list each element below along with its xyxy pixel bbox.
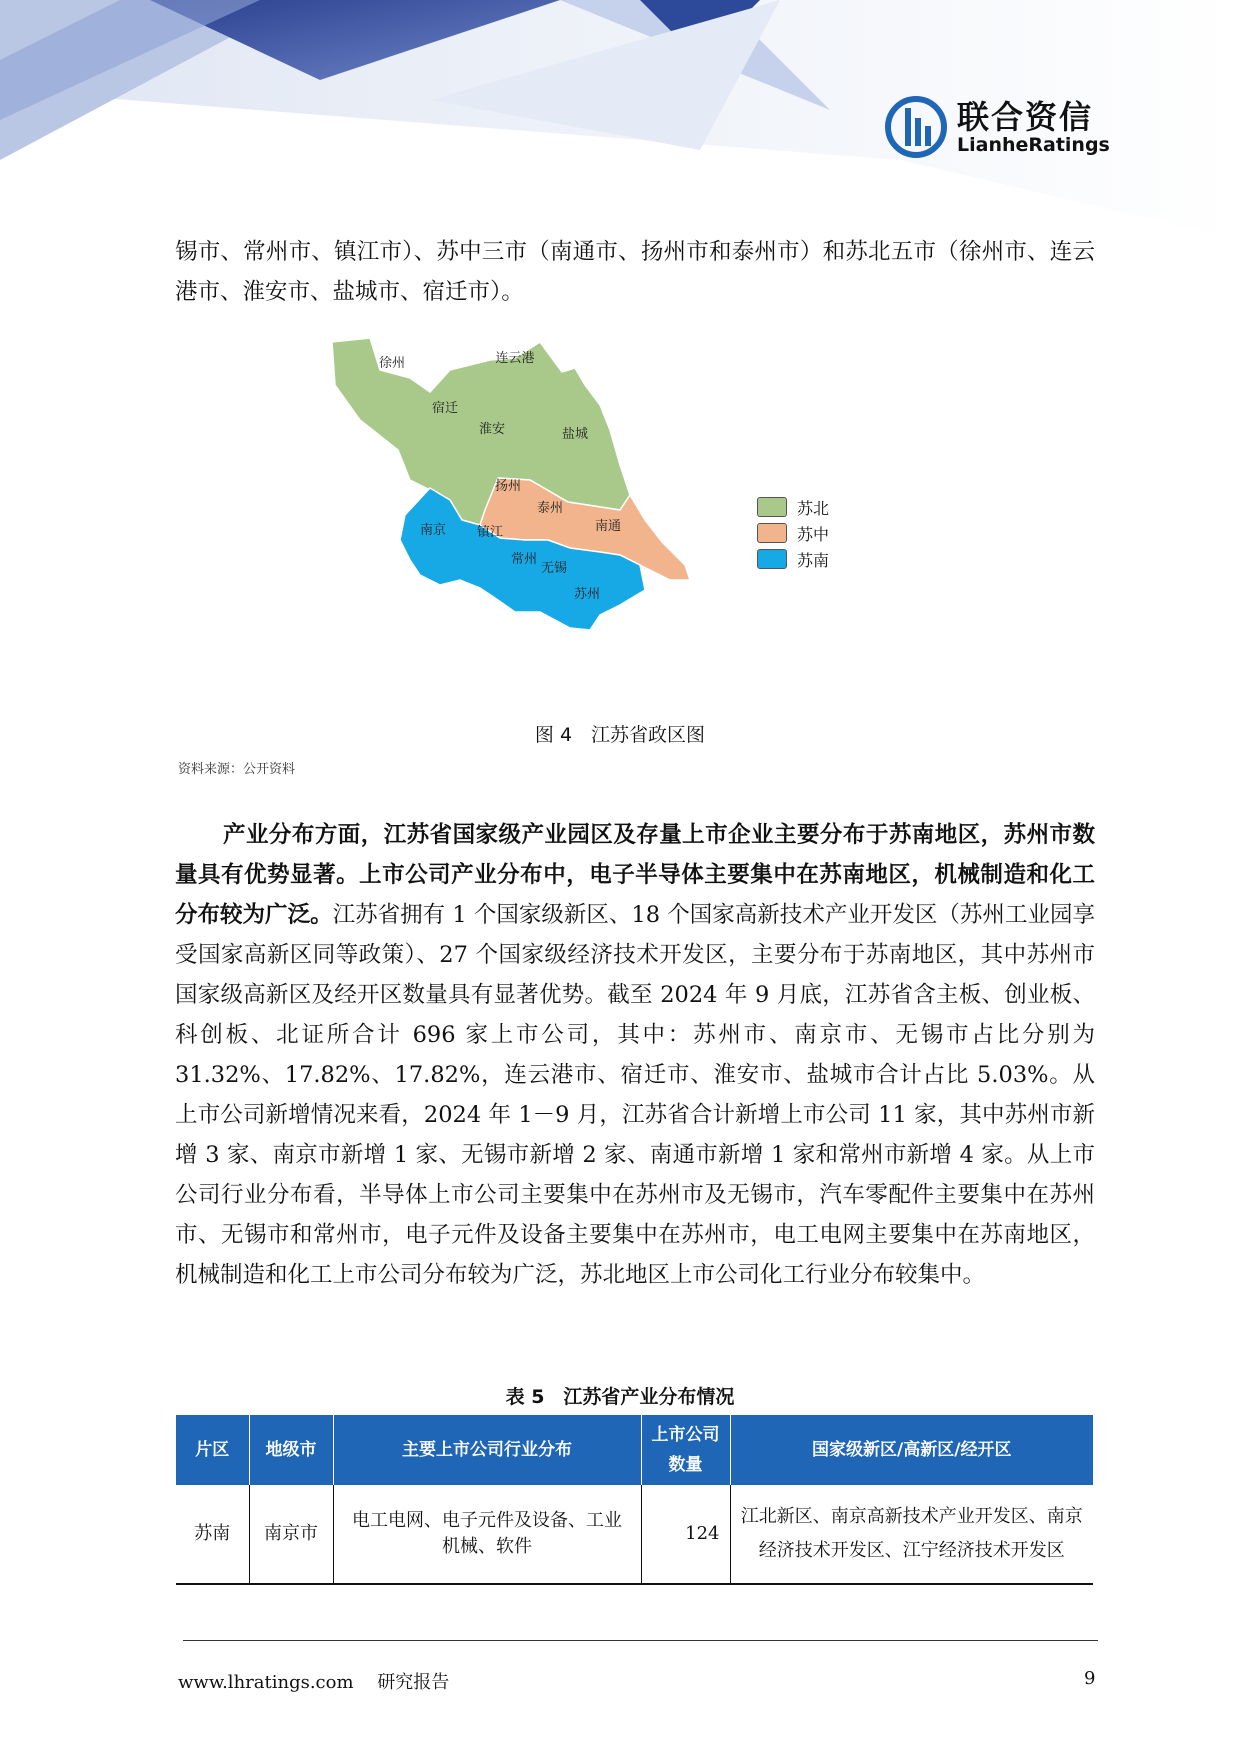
map-label-nantong: 南通: [594, 519, 622, 534]
map-label-lianyungang: 连云港: [495, 351, 535, 366]
footer-report-label: 研究报告: [377, 1672, 450, 1693]
footer: [178, 1668, 449, 1694]
figure-caption: 图 4 江苏省政区图: [534, 724, 706, 746]
th-city: 地级市: [249, 1415, 333, 1485]
table-header-row: [176, 1415, 1093, 1485]
industry-paragraph-bold: 产业分布方面，江苏省国家级产业园区及存量上市企业主要分布于苏南地区，苏州市数量具有优势显著。上市公司产业分布中，电子半导体主要集中在苏南地区，机械制造和化工分布较为广泛。: [175, 822, 1095, 928]
logo-mark-icon: [885, 96, 947, 158]
legend-swatch: [757, 523, 787, 543]
legend-item-sunan: [757, 546, 829, 572]
map-label-suzhou: 苏州: [573, 587, 601, 602]
map-label-yangzhou: 扬州: [494, 479, 522, 494]
cell-zone: 苏南: [176, 1485, 249, 1584]
th-parks: 国家级新区/高新区/经开区: [730, 1415, 1093, 1485]
th-zone: 片区: [176, 1415, 249, 1485]
th-industries: 主要上市公司行业分布: [333, 1415, 641, 1485]
cell-industries: 电工电网、电子元件及设备、工业机械、软件: [333, 1485, 641, 1584]
legend-label: 苏中: [797, 524, 830, 544]
source-note: 资料来源：公开资料: [178, 762, 296, 777]
cell-listed-count: 124: [641, 1485, 730, 1584]
map-label-wuxi: 无锡: [540, 561, 568, 576]
table-title: 表 5 江苏省产业分布情况: [505, 1386, 735, 1408]
industry-paragraph: [175, 815, 1095, 1295]
legend-label: 苏北: [797, 498, 830, 518]
map-label-changzhou: 常州: [510, 552, 538, 567]
intro-paragraph: 锡市、常州市、镇江市）、苏中三市（南通市、扬州市和泰州市）和苏北五市（徐州市、连云港市、淮安市、盐城市、宿迁市）。: [175, 239, 1095, 305]
th-listed-count: 上市公司数量: [641, 1415, 730, 1485]
map-label-nanjing: 南京: [419, 523, 447, 538]
industry-table: [176, 1415, 1093, 1585]
page-number: 9: [1084, 1668, 1096, 1689]
lianhe-logo: [885, 92, 1110, 162]
cell-city: 南京市: [249, 1485, 333, 1584]
map-label-zhenjiang: 镇江: [476, 525, 504, 540]
table-row: [176, 1485, 1093, 1584]
industry-paragraph-body: 江苏省拥有 1 个国家级新区、18 个国家高新技术产业开发区（苏州工业园享受国家高新区同等政策）、27 个国家级经济技术开发区，主要分布于苏南地区，其中苏州市国家级高新区及经开区数量具有显著优势。截至 2024 年 9 月底，江苏省含主板、创业板、科创板、北证所合计 696 家上市公司，其中：苏州市、南京市、无锡市占比分别为 31.32%、17.82%、17.82%，连云港市、宿迁市、淮安市、盐城市合计占比 5.03%。从上市公司新增情况来看，2024 年 1－9 月，江苏省合计新增上市公司 11 家，其中苏州市新增 3 家、南京市新增 1 家、无锡市新增 2 家、南通市新增 1 家和常州市新增 4 家。从上市公司行业分布看，半导体上市公司主要集中在苏州市及无锡市，汽车零配件主要集中在苏州市、无锡市和常州市，电子元件及设备主要集中在苏州市，电工电网主要集中在苏南地区，机械制造和化工上市公司分布较为广泛，苏北地区上市公司化工行业分布较集中。: [175, 902, 1095, 1288]
map-label-taizhou: 泰州: [536, 501, 564, 516]
map-legend: [757, 494, 829, 572]
logo-english-name: LianheRatings: [957, 134, 1110, 156]
legend-item-suzhong: [757, 520, 829, 546]
legend-item-subei: [757, 494, 829, 520]
footer-website-link[interactable]: www.lhratings.com: [178, 1672, 354, 1693]
jiangsu-map: [300, 330, 800, 700]
map-label-xuzhou: 徐州: [378, 356, 406, 371]
map-label-huaian: 淮安: [478, 422, 506, 437]
legend-label: 苏南: [797, 550, 830, 570]
legend-swatch: [757, 497, 787, 517]
cell-parks: 江北新区、南京高新技术产业开发区、南京经济技术开发区、江宁经济技术开发区: [730, 1485, 1093, 1584]
logo-chinese-name: 联合资信: [957, 98, 1094, 136]
footer-divider: [183, 1640, 1098, 1641]
legend-swatch: [757, 549, 787, 569]
map-label-suqian: 宿迁: [431, 401, 459, 416]
map-label-yancheng: 盐城: [561, 427, 589, 442]
